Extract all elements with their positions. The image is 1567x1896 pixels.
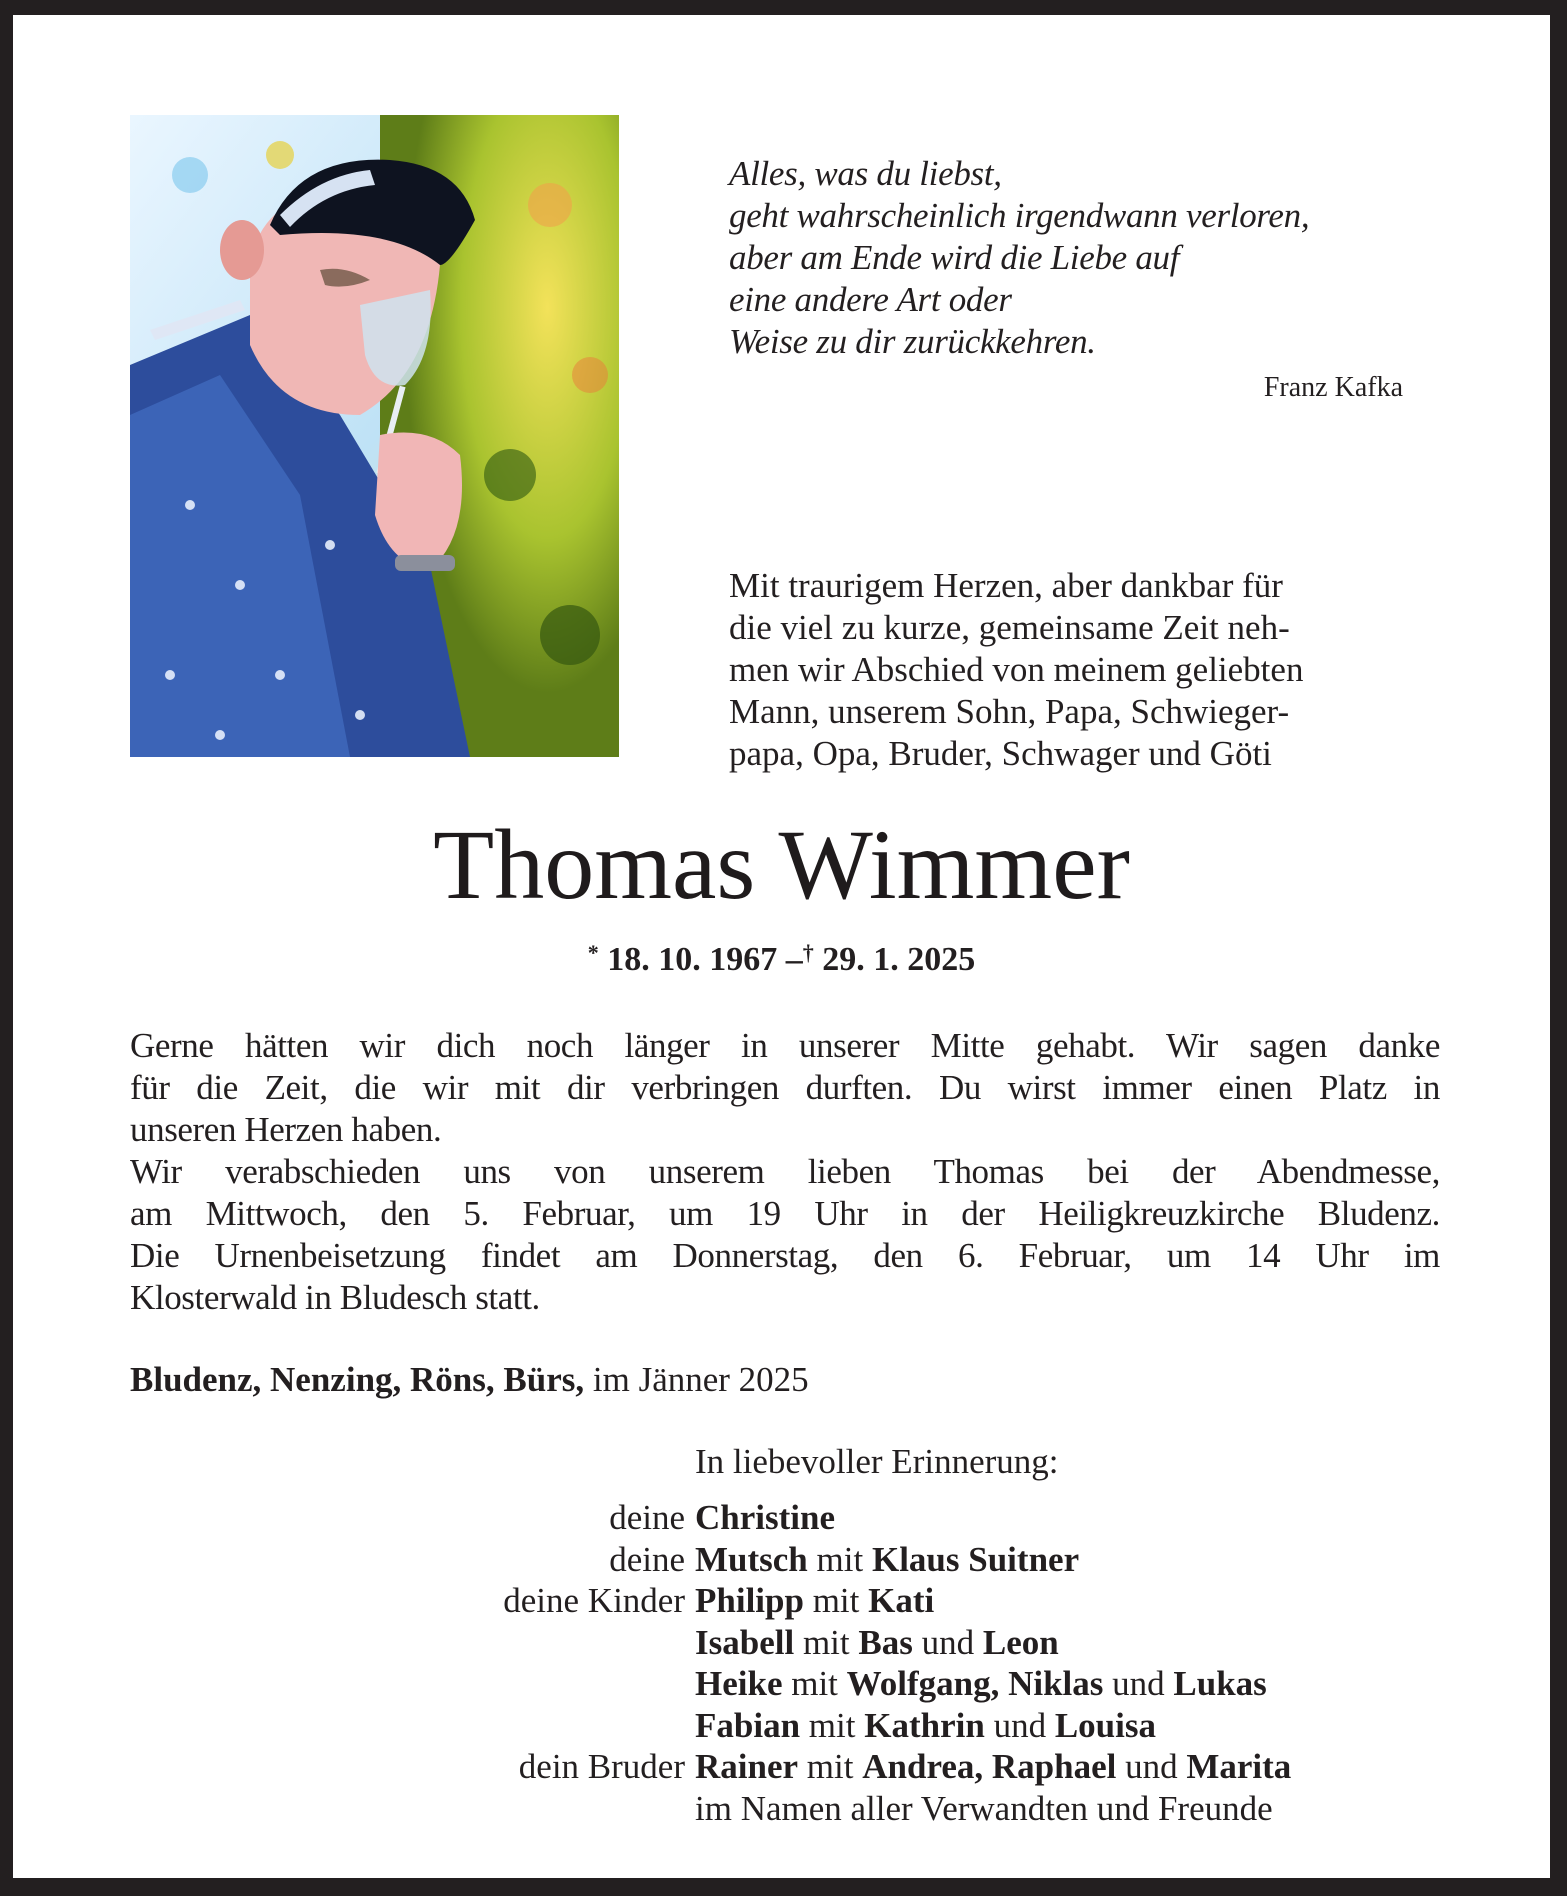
family-member-name: Rainer xyxy=(695,1747,799,1786)
body-line: Klosterwald in Bludesch statt. xyxy=(130,1278,540,1317)
funeral-details xyxy=(130,1025,1440,1319)
connector-text: mit xyxy=(782,1664,847,1703)
obituary-page xyxy=(13,15,1550,1878)
body-line: Gerne hätten wir dich noch länger in unserer Mitte gehabt. Wir sagen danke xyxy=(130,1026,1440,1065)
family-member-name: Fabian xyxy=(695,1705,801,1745)
quote-line: aber am Ende wird die Liebe auf xyxy=(729,238,1180,277)
quote-line: eine andere Art oder xyxy=(729,280,1012,319)
family-names xyxy=(695,1788,1273,1830)
relation-label: deine xyxy=(609,1539,685,1579)
family-names xyxy=(695,1622,1059,1664)
connector-text: mit xyxy=(807,1539,872,1579)
place-and-date xyxy=(130,1360,809,1400)
family-list xyxy=(13,1497,1550,1829)
places: Bludenz, Nenzing, Röns, Bürs, xyxy=(130,1360,585,1399)
family-member-name: Wolfgang, Niklas xyxy=(846,1664,1104,1703)
connector-text: mit xyxy=(800,1705,865,1745)
family-names xyxy=(695,1497,835,1539)
family-member-name: Isabell xyxy=(695,1622,795,1662)
family-names xyxy=(695,1705,1156,1747)
intro-line: Mit traurigem Herzen, aber dankbar für xyxy=(729,566,1283,605)
date-text: im Jänner 2025 xyxy=(584,1360,809,1399)
family-member-name: Christine xyxy=(695,1498,835,1537)
family-member-name: Louisa xyxy=(1054,1705,1156,1745)
family-member-name: Marita xyxy=(1186,1747,1292,1786)
relation-label: deine xyxy=(609,1498,685,1537)
connector-text: und xyxy=(912,1622,983,1662)
relation-label: dein Bruder xyxy=(518,1747,685,1786)
family-member-name: Leon xyxy=(982,1622,1059,1662)
family-member-name: Mutsch xyxy=(695,1539,808,1579)
family-member-name: Andrea, Raphael xyxy=(862,1747,1117,1786)
family-member-name: Bas xyxy=(858,1622,913,1662)
signoff-heading: In liebevoller Erinnerung: xyxy=(695,1442,1059,1481)
body-line: am Mittwoch, den 5. Februar, um 19 Uhr in der Heiligkreuzkirche Bludenz. xyxy=(130,1194,1440,1233)
portrait-photo-icon xyxy=(130,115,619,757)
intro-line: men wir Abschied von meinem geliebten xyxy=(729,650,1304,689)
family-names xyxy=(695,1580,934,1622)
portrait-photo xyxy=(130,115,619,757)
family-member-name: Lukas xyxy=(1173,1664,1267,1703)
body-line: unseren Herzen haben. xyxy=(130,1110,442,1149)
quote-author: Franz Kafka xyxy=(1263,372,1403,403)
intro-line: die viel zu kurze, gemeinsame Zeit neh- xyxy=(729,608,1290,647)
relation-label: deine Kinder xyxy=(503,1581,685,1620)
connector-text: mit xyxy=(794,1622,859,1662)
intro-text xyxy=(729,565,1439,775)
family-row xyxy=(13,1539,1550,1581)
family-row xyxy=(13,1497,1550,1539)
family-row xyxy=(13,1622,1550,1664)
family-member-name: Kathrin xyxy=(864,1705,985,1745)
life-dates xyxy=(13,940,1550,979)
family-row xyxy=(13,1663,1550,1705)
quote-line: geht wahrscheinlich irgendwann verloren, xyxy=(729,196,1310,235)
death-symbol-cross-icon: † xyxy=(802,940,814,965)
family-member-name: Kati xyxy=(868,1581,935,1620)
body-line: für die Zeit, die wir mit dir verbringen durften. Du wirst immer einen Platz in xyxy=(130,1068,1440,1107)
family-row xyxy=(13,1746,1550,1788)
intro-line: Mann, unserem Sohn, Papa, Schwieger- xyxy=(729,692,1290,731)
family-member-name: Philipp xyxy=(695,1581,804,1620)
kafka-quote xyxy=(729,153,1309,363)
connector-text: und xyxy=(984,1705,1055,1745)
family-names xyxy=(695,1746,1291,1788)
deceased-name: Thomas Wimmer xyxy=(433,809,1130,920)
date-separator: – xyxy=(785,941,803,978)
intro-line: papa, Opa, Bruder, Schwager und Göti xyxy=(729,734,1272,773)
family-member-name: Klaus Suitner xyxy=(871,1539,1080,1579)
birth-symbol: * xyxy=(587,940,599,965)
quote-line: Weise zu dir zurückkehren. xyxy=(729,322,1096,361)
family-names xyxy=(695,1663,1267,1705)
birth-date: 18. 10. 1967 xyxy=(607,941,778,978)
connector-text: und xyxy=(1116,1747,1187,1786)
body-line: Die Urnenbeisetzung findet am Donnerstag, den 6. Februar, um 14 Uhr im xyxy=(130,1236,1440,1275)
connector-text: im Namen aller Verwandten und Freunde xyxy=(695,1788,1273,1828)
family-names xyxy=(695,1539,1079,1581)
family-row xyxy=(13,1705,1550,1747)
connector-text: mit xyxy=(798,1747,863,1786)
connector-text: mit xyxy=(803,1581,869,1620)
family-row xyxy=(13,1580,1550,1622)
connector-text: und xyxy=(1103,1664,1174,1703)
quote-line: Alles, was du liebst, xyxy=(729,154,1002,193)
family-member-name: Heike xyxy=(695,1664,783,1703)
body-line: Wir verabschieden uns von unserem lieben Thomas bei der Abendmesse, xyxy=(130,1152,1440,1191)
family-row xyxy=(13,1788,1550,1830)
death-date: 29. 1. 2025 xyxy=(822,941,976,978)
